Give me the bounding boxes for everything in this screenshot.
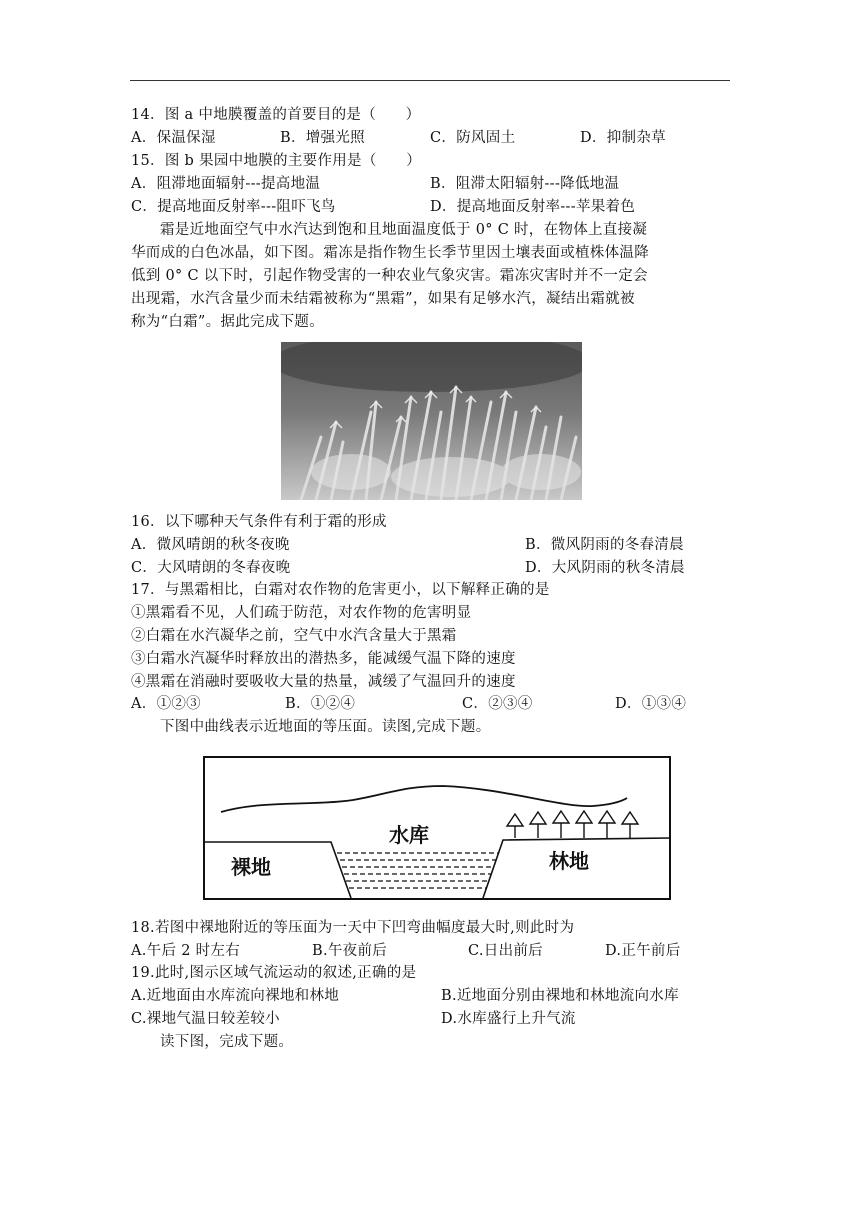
q17-option-b: B．①②④ [285, 696, 356, 712]
header-rule [130, 80, 730, 81]
q19-option-d: D.水库盛行上升气流 [441, 1011, 576, 1027]
q15-stem: 15．图 b 果园中地膜的主要作用是（ ） [131, 153, 422, 169]
reservoir-label: 水库 [389, 823, 429, 847]
q16-stem: 16．以下哪种天气条件有利于霜的形成 [131, 514, 387, 530]
q15-option-c: C．提高地面反射率---阻吓飞鸟 [131, 199, 336, 215]
frost-passage-line-5: 称为“白霜”。据此完成下题。 [131, 314, 325, 330]
q14-option-c: C．防风固土 [430, 130, 516, 146]
q17-option-c: C．②③④ [462, 696, 533, 712]
q15-option-a: A．阻滞地面辐射---提高地温 [131, 176, 321, 192]
frost-passage-line-2: 华而成的白色冰晶，如下图。霜冻是指作物生长季节里因土壤表面或植株体温降 [131, 245, 649, 261]
closing-instruction: 读下图，完成下题。 [160, 1034, 294, 1050]
q16-option-d: D．大风阴雨的秋冬清晨 [525, 560, 685, 576]
q17-statement-1: ①黑霜看不见，人们疏于防范，对农作物的危害明显 [131, 605, 472, 621]
q14-stem: 14．图 a 中地膜覆盖的首要目的是（ ） [131, 107, 421, 123]
frost-passage-line-3: 低到 0° C 以下时，引起作物受害的一种农业气象灾害。霜冻灾害时并不一定会 [131, 268, 648, 284]
q14-option-b: B．增强光照 [280, 130, 365, 146]
q19-option-a: A.近地面由水库流向裸地和林地 [131, 988, 340, 1004]
frost-grass-photo [281, 342, 582, 500]
q17-statement-3: ③白霜水汽凝华时释放出的潜热多，能减缓气温下降的速度 [131, 651, 516, 667]
q17-option-d: D．①③④ [615, 696, 687, 712]
q18-option-b: B.午夜前后 [312, 943, 388, 959]
q17-statement-4: ④黑霜在消融时要吸收大量的热量，减缓了气温回升的速度 [131, 674, 516, 690]
q19-option-b: B.近地面分别由裸地和林地流向水库 [441, 988, 679, 1004]
q16-option-c: C．大风晴朗的冬春夜晚 [131, 560, 291, 576]
q17-option-a: A．①②③ [131, 696, 201, 712]
q19-stem: 19.此时,图示区域气流运动的叙述,正确的是 [131, 965, 417, 981]
isobar-intro: 下图中曲线表示近地面的等压面。读图,完成下题。 [160, 719, 491, 735]
q18-option-d: D.正午前后 [605, 943, 681, 959]
q16-option-a: A．微风晴朗的秋冬夜晚 [131, 537, 290, 553]
q16-option-b: B．微风阴雨的冬春清晨 [525, 537, 684, 553]
q18-stem: 18.若图中裸地附近的等压面为一天中下凹弯曲幅度最大时,则此时为 [131, 920, 575, 936]
q15-option-d: D．提高地面反射率---苹果着色 [430, 199, 636, 215]
q18-option-a: A.午后 2 时左右 [131, 943, 241, 959]
frost-passage-line-1: 霜是近地面空气中水汽达到饱和且地面温度低于 0° C 时，在物体上直接凝 [160, 222, 648, 238]
q14-option-a: A．保温保湿 [131, 130, 216, 146]
forest-label: 林地 [549, 849, 589, 873]
q15-option-b: B．阻滞太阳辐射---降低地温 [430, 176, 620, 192]
q17-statement-2: ②白霜在水汽凝华之前，空气中水汽含量大于黑霜 [131, 628, 457, 644]
q19-option-c: C.裸地气温日较差较小 [131, 1011, 280, 1027]
bare-land-label: 裸地 [231, 855, 271, 879]
q14-option-d: D．抑制杂草 [580, 130, 666, 146]
q18-option-c: C.日出前后 [468, 943, 543, 959]
isobar-diagram [203, 756, 671, 900]
q17-stem: 17．与黑霜相比，白霜对农作物的危害更小，以下解释正确的是 [131, 582, 550, 598]
frost-passage-line-4: 出现霜，水汽含量少而未结霜被称为“黑霜”，如果有足够水汽，凝结出霜就被 [131, 291, 635, 307]
